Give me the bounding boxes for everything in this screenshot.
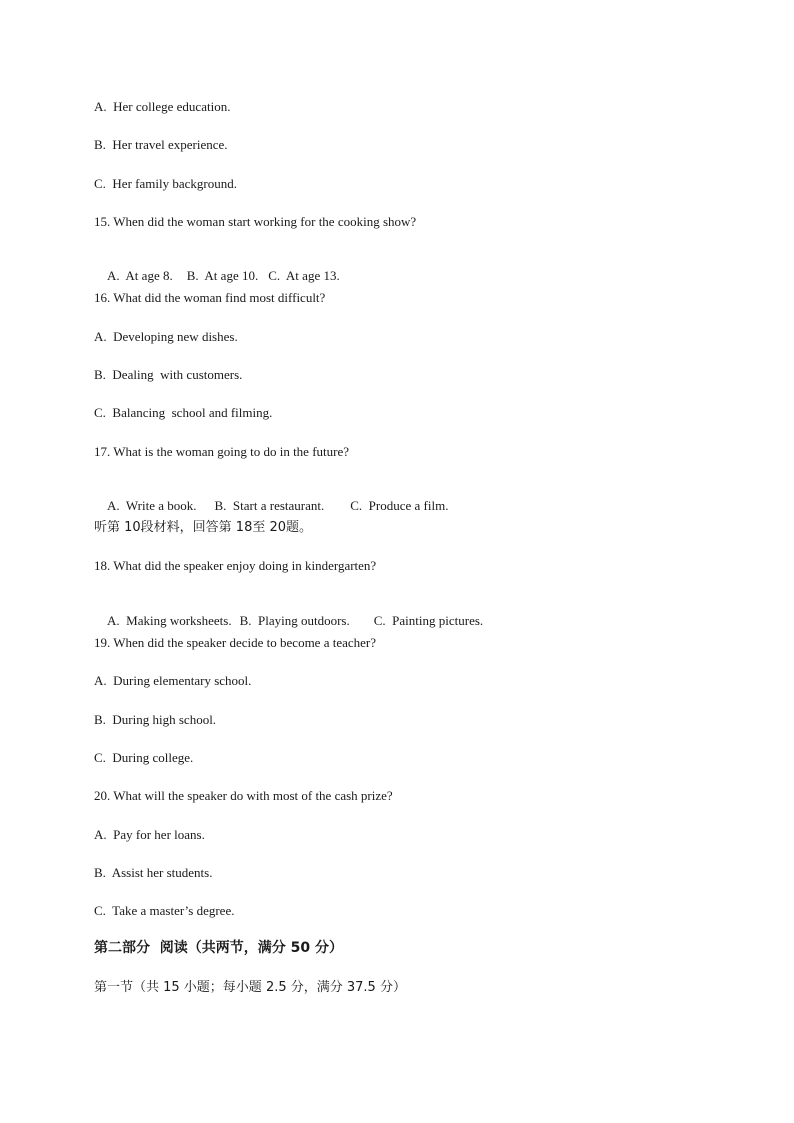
q15-question: 15. When did the woman start working for the cooking show? (94, 214, 417, 229)
q14-option-c: C. Her family background. (94, 176, 237, 191)
q18-question: 18. What did the speaker enjoy doing in kindergarten? (94, 558, 377, 573)
q16-option-c: C. Balancing school and filming. (94, 405, 273, 420)
q19-option-c: C. During college. (94, 750, 194, 765)
q20-option-b: B. Assist her students. (94, 865, 213, 880)
section-10-intro: 听第 10段材料，回答第 18至 20题。 (94, 520, 313, 535)
q14-option-b: B. Her travel experience. (94, 137, 228, 152)
q20-question: 20. What will the speaker do with most of the cash prize? (94, 788, 393, 803)
q17-question: 17. What is the woman going to do in the future? (94, 444, 350, 459)
q17-option-a: A. Write a book. (107, 498, 197, 513)
q20-option-a: A. Pay for her loans. (94, 827, 205, 842)
part2-heading: 第二部分 阅读（共两节，满分 50 分） (94, 940, 343, 956)
q17-option-b: B. Start a restaurant. (214, 498, 325, 513)
q15-option-b: B. At age 10. (186, 268, 259, 283)
q19-option-b: B. During high school. (94, 712, 217, 727)
q18-option-a: A. Making worksheets. (107, 613, 232, 628)
q15-option-a: A. At age 8. (107, 268, 173, 283)
q17-option-c: C. Produce a film. (350, 498, 449, 513)
q19-option-a: A. During elementary school. (94, 673, 252, 688)
q18-option-b: B. Playing outdoors. (239, 613, 350, 628)
section1-intro: 第一节（共 15 小题；每小题 2.5 分，满分 37.5 分） (94, 980, 406, 995)
q14-option-a: A. Her college education. (94, 99, 231, 114)
q19-question: 19. When did the speaker decide to become a teacher? (94, 635, 377, 650)
q16-question: 16. What did the woman find most difficult? (94, 290, 326, 305)
q20-option-c: C. Take a master’s degree. (94, 903, 235, 918)
q18-option-c: C. Painting pictures. (373, 613, 484, 628)
q15-option-c: C. At age 13. (268, 268, 340, 283)
q16-option-a: A. Developing new dishes. (94, 329, 238, 344)
q16-option-b: B. Dealing with customers. (94, 367, 243, 382)
